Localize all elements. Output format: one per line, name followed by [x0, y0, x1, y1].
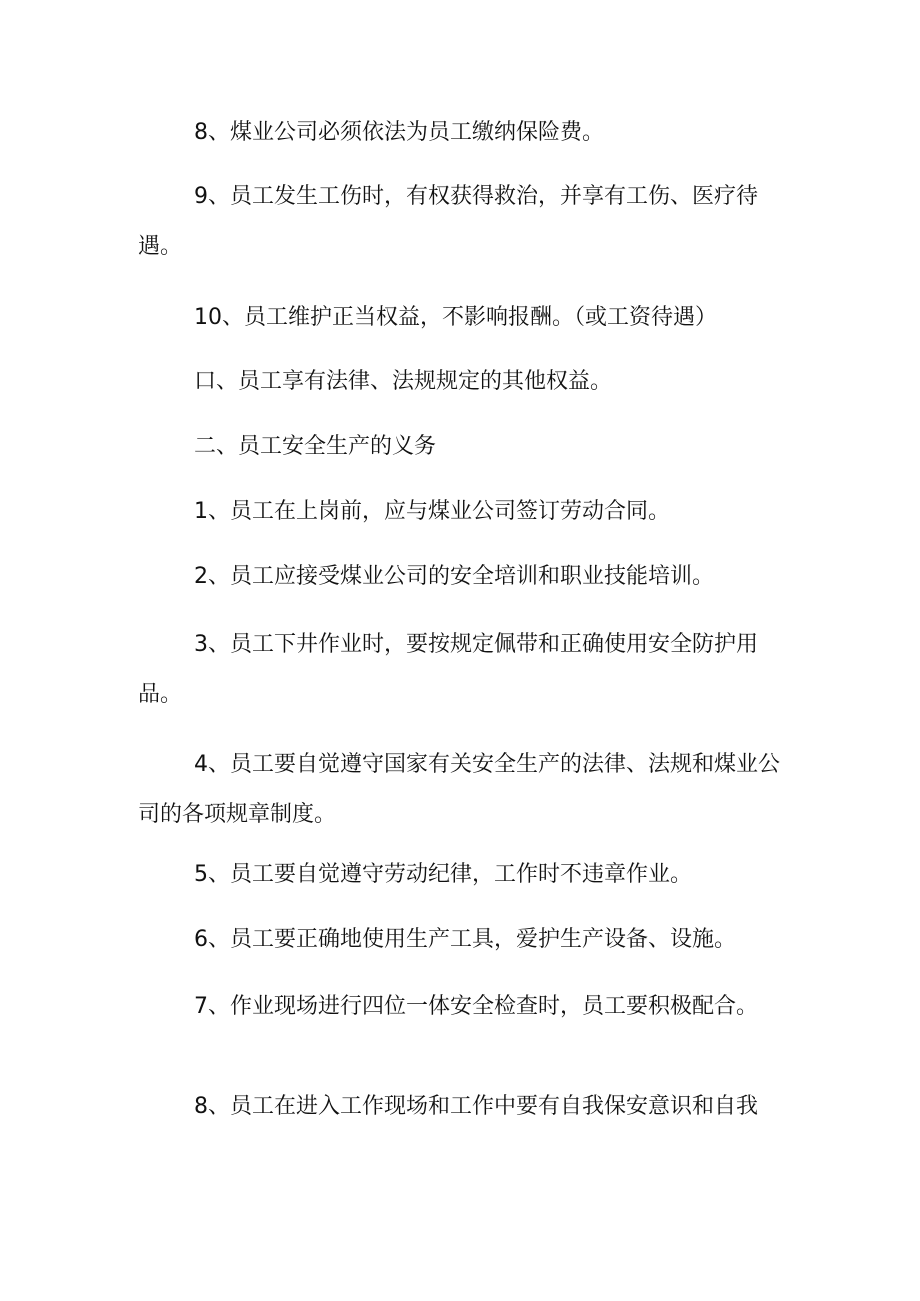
paragraph-duty-7: 7、作业现场进行四位一体安全检查时，员工要积极配合。: [194, 994, 758, 1019]
paragraph-item-other-rights: 口、员工享有法律、法规规定的其他权益。: [194, 369, 613, 394]
paragraph-item-10-rights: 10、员工维护正当权益，不影响报酬。（或工资待遇）: [194, 305, 717, 330]
paragraph-item-9-work-injury: 9、员工发生工伤时，有权获得救治，并享有工伤、医疗待遇。: [138, 184, 758, 259]
paragraph-duty-4: 4、员工要自觉遵守国家有关安全生产的法律、法规和煤业公司的各项规章制度。: [138, 752, 780, 827]
paragraph-duty-8: 8、员工在进入工作现场和工作中要有自我保安意识和自我: [194, 1094, 758, 1119]
paragraph-duty-6: 6、员工要正确地使用生产工具，爱护生产设备、设施。: [194, 927, 736, 952]
paragraph-duty-2: 2、员工应接受煤业公司的安全培训和职业技能培训。: [194, 564, 714, 589]
paragraph-duty-1: 1、员工在上岗前，应与煤业公司签订劳动合同。: [194, 499, 670, 524]
paragraph-duty-3: 3、员工下井作业时，要按规定佩带和正确使用安全防护用品。: [138, 632, 758, 707]
paragraph-duty-5: 5、员工要自觉遵守劳动纪律，工作时不违章作业。: [194, 862, 692, 887]
section-heading-duties: 二、员工安全生产的义务: [194, 434, 437, 459]
paragraph-item-8-insurance: 8、煤业公司必须依法为员工缴纳保险费。: [194, 120, 604, 145]
